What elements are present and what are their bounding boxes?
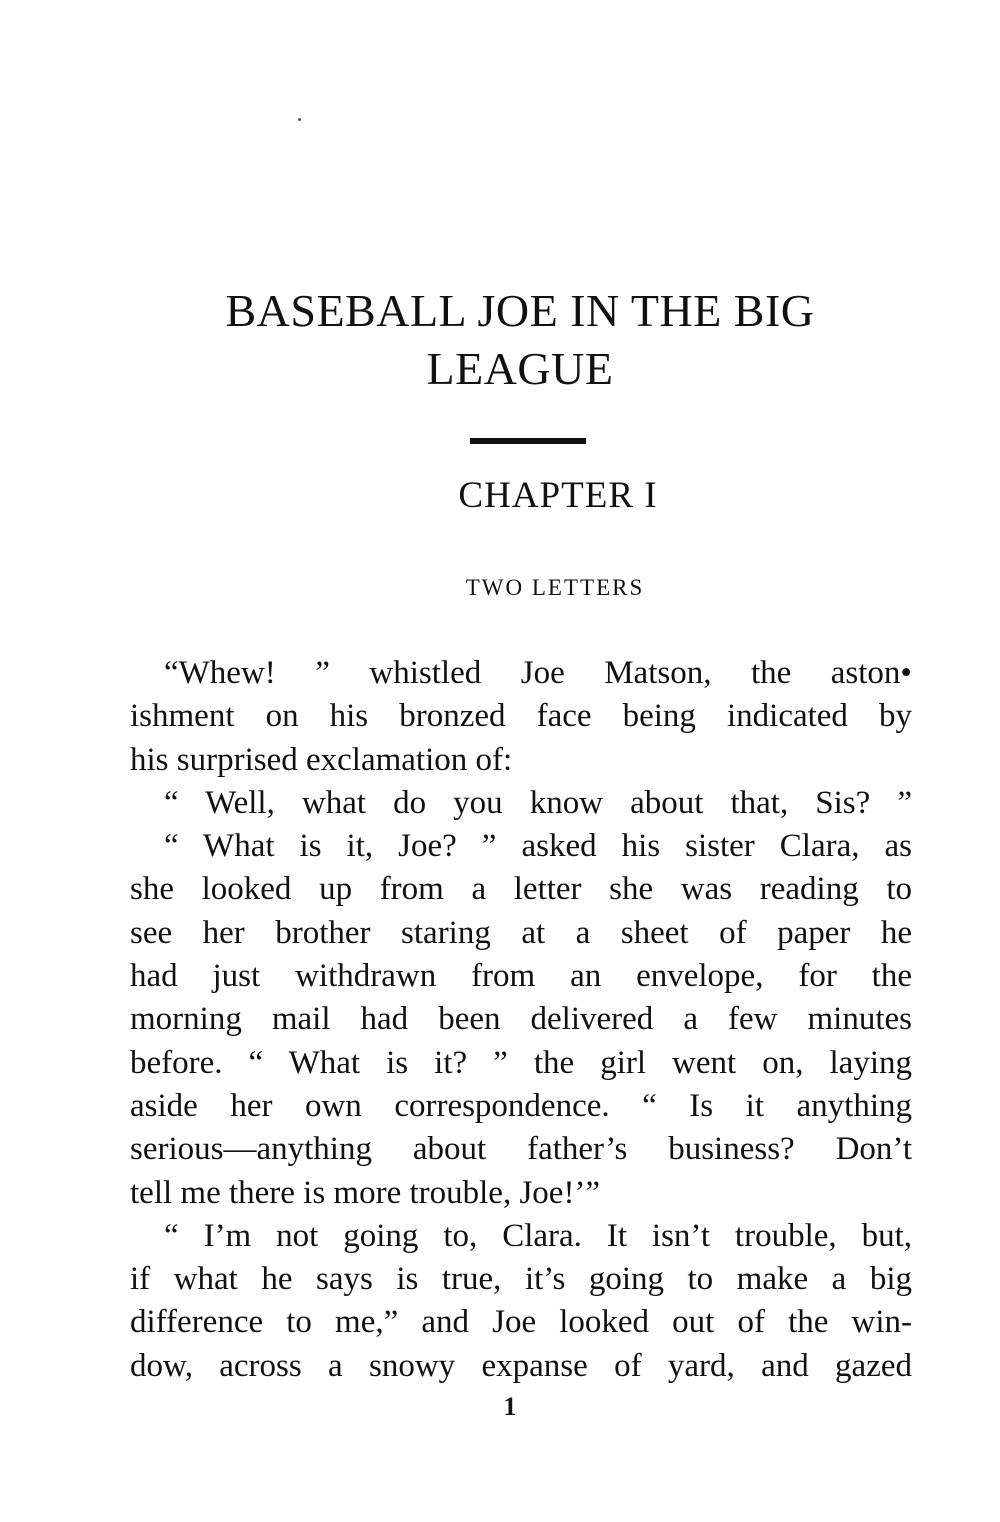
text-line: tell me there is more trouble, Joe!’” [130, 1174, 601, 1211]
text-line: difference to me,” and Joe looked out of the win- [130, 1304, 912, 1341]
print-speck [298, 118, 301, 121]
text-line: if what he says is true, it’s going to make a big [130, 1261, 912, 1298]
text-line: serious—anything about father’s business? Don’t [130, 1131, 912, 1168]
book-title-line-2: LEAGUE [426, 343, 614, 394]
text-line: see her brother staring at a sheet of paper he [130, 914, 912, 951]
book-title-line-1: BASEBALL JOE IN THE BIG [225, 285, 815, 336]
text-line: ishment on his bronzed face being indicated by [130, 698, 912, 735]
text-line: morning mail had been delivered a few minutes [130, 1001, 912, 1038]
chapter-subtitle: TWO LETTERS [465, 575, 645, 600]
chapter-heading: CHAPTER I [458, 475, 658, 516]
chapter-body-text [130, 652, 912, 1388]
text-line: his surprised exclamation of: [130, 741, 513, 778]
text-line: aside her own correspondence. “ Is it anything [130, 1087, 912, 1124]
text-line: she looked up from a letter she was reading to [130, 871, 912, 908]
page-number: 1 [503, 1392, 517, 1421]
title-divider [470, 438, 586, 444]
text-line: had just withdrawn from an envelope, for the [130, 958, 912, 995]
text-line: dow, across a snowy expanse of yard, and gazed [130, 1347, 912, 1384]
text-line: “ What is it, Joe? ” asked his sister Clara, as [164, 828, 912, 865]
book-title [130, 282, 910, 398]
text-line: “ Well, what do you know about that, Sis? ” [164, 784, 912, 821]
text-line: “Whew! ” whistled Joe Matson, the aston• [164, 655, 912, 691]
text-line: before. “ What is it? ” the girl went on, laying [130, 1044, 912, 1081]
text-line: “ I’m not going to, Clara. It isn’t trouble, but, [164, 1217, 912, 1254]
